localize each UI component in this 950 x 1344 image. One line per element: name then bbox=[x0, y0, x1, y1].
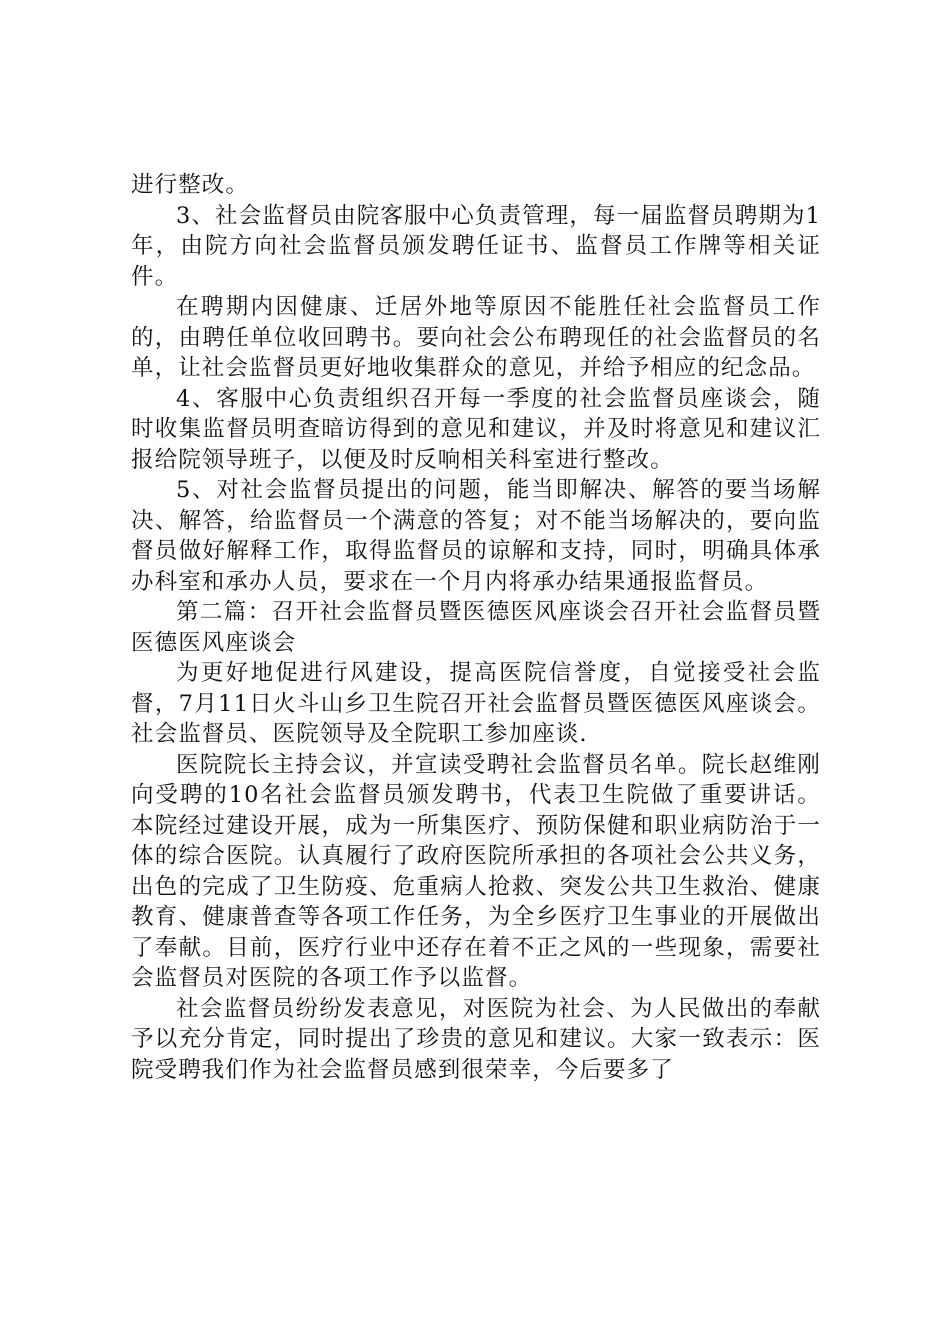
document-body bbox=[131, 170, 821, 1085]
paragraph-supervisor-opinions: 社会监督员纷纷发表意见，对医院为社会、为人民做出的奉献予以充分肯定，同时提出了珍贵的意见和建议。大家一致表示：医院受聘我们作为社会监督员感到很荣幸，今后要多了 bbox=[131, 995, 821, 1083]
paragraph-term-recall: 在聘期内因健康、迁居外地等原因不能胜任社会监督员工作的，由聘任单位收回聘书。要向社会公布聘现任的社会监督员的名单，让社会监督员更好地收集群众的意见，并给予相应的纪念品。 bbox=[131, 294, 821, 381]
paragraph-item-4: 4、客服中心负责组织召开每一季度的社会监督员座谈会，随时收集监督员明查暗访得到的意见和建议，并及时将意见和建议汇报给院领导班子，以便及时反响相关科室进行整改。 bbox=[131, 385, 821, 473]
paragraph-director-speech: 医院院长主持会议，并宣读受聘社会监督员名单。院长赵维刚向受聘的10名社会监督员颁发聘书，代表卫生院做了重要讲话。本院经过建设开展，成为一所集医疗、预防保健和职业病防治于一体的综合医院。认真履行了政府医院所承担的各项社会公共义务，出色的完成了卫生防疫、危重病人抢救、突发公共卫生救治、健康教育、健康普查等各项工作任务，为全乡医疗卫生事业的开展做出了奉献。目前，医疗行业中还存在着不正之风的一些现象，需要社会监督员对医院的各项工作予以监督。 bbox=[131, 751, 821, 991]
paragraph-meeting-intro: 为更好地促进行风建设，提高医院信誉度，自觉接受社会监督，7月11日火斗山乡卫生院召开社会监督员暨医德医风座谈会。社会监督员、医院领导及全院职工参加座谈. bbox=[131, 660, 821, 747]
paragraph-continuation: 进行整改。 bbox=[131, 172, 250, 198]
paragraph-item-5: 5、对社会监督员提出的问题，能当即解决、解答的要当场解决、解答，给监督员一个满意的答复；对不能当场解决的，要向监督员做好解释工作，取得监督员的谅解和支持，同时，明确具体承办科室和承办人员，要求在一个月内将承办结果通报监督员。 bbox=[131, 477, 821, 595]
section-heading-part-two: 第二篇：召开社会监督员暨医德医风座谈会召开社会监督员暨医德医风座谈会 bbox=[131, 599, 821, 656]
paragraph-item-3: 3、社会监督员由院客服中心负责管理，每一届监督员聘期为1年，由院方向社会监督员颁发聘任证书、监督员工作牌等相关证件。 bbox=[131, 202, 821, 290]
